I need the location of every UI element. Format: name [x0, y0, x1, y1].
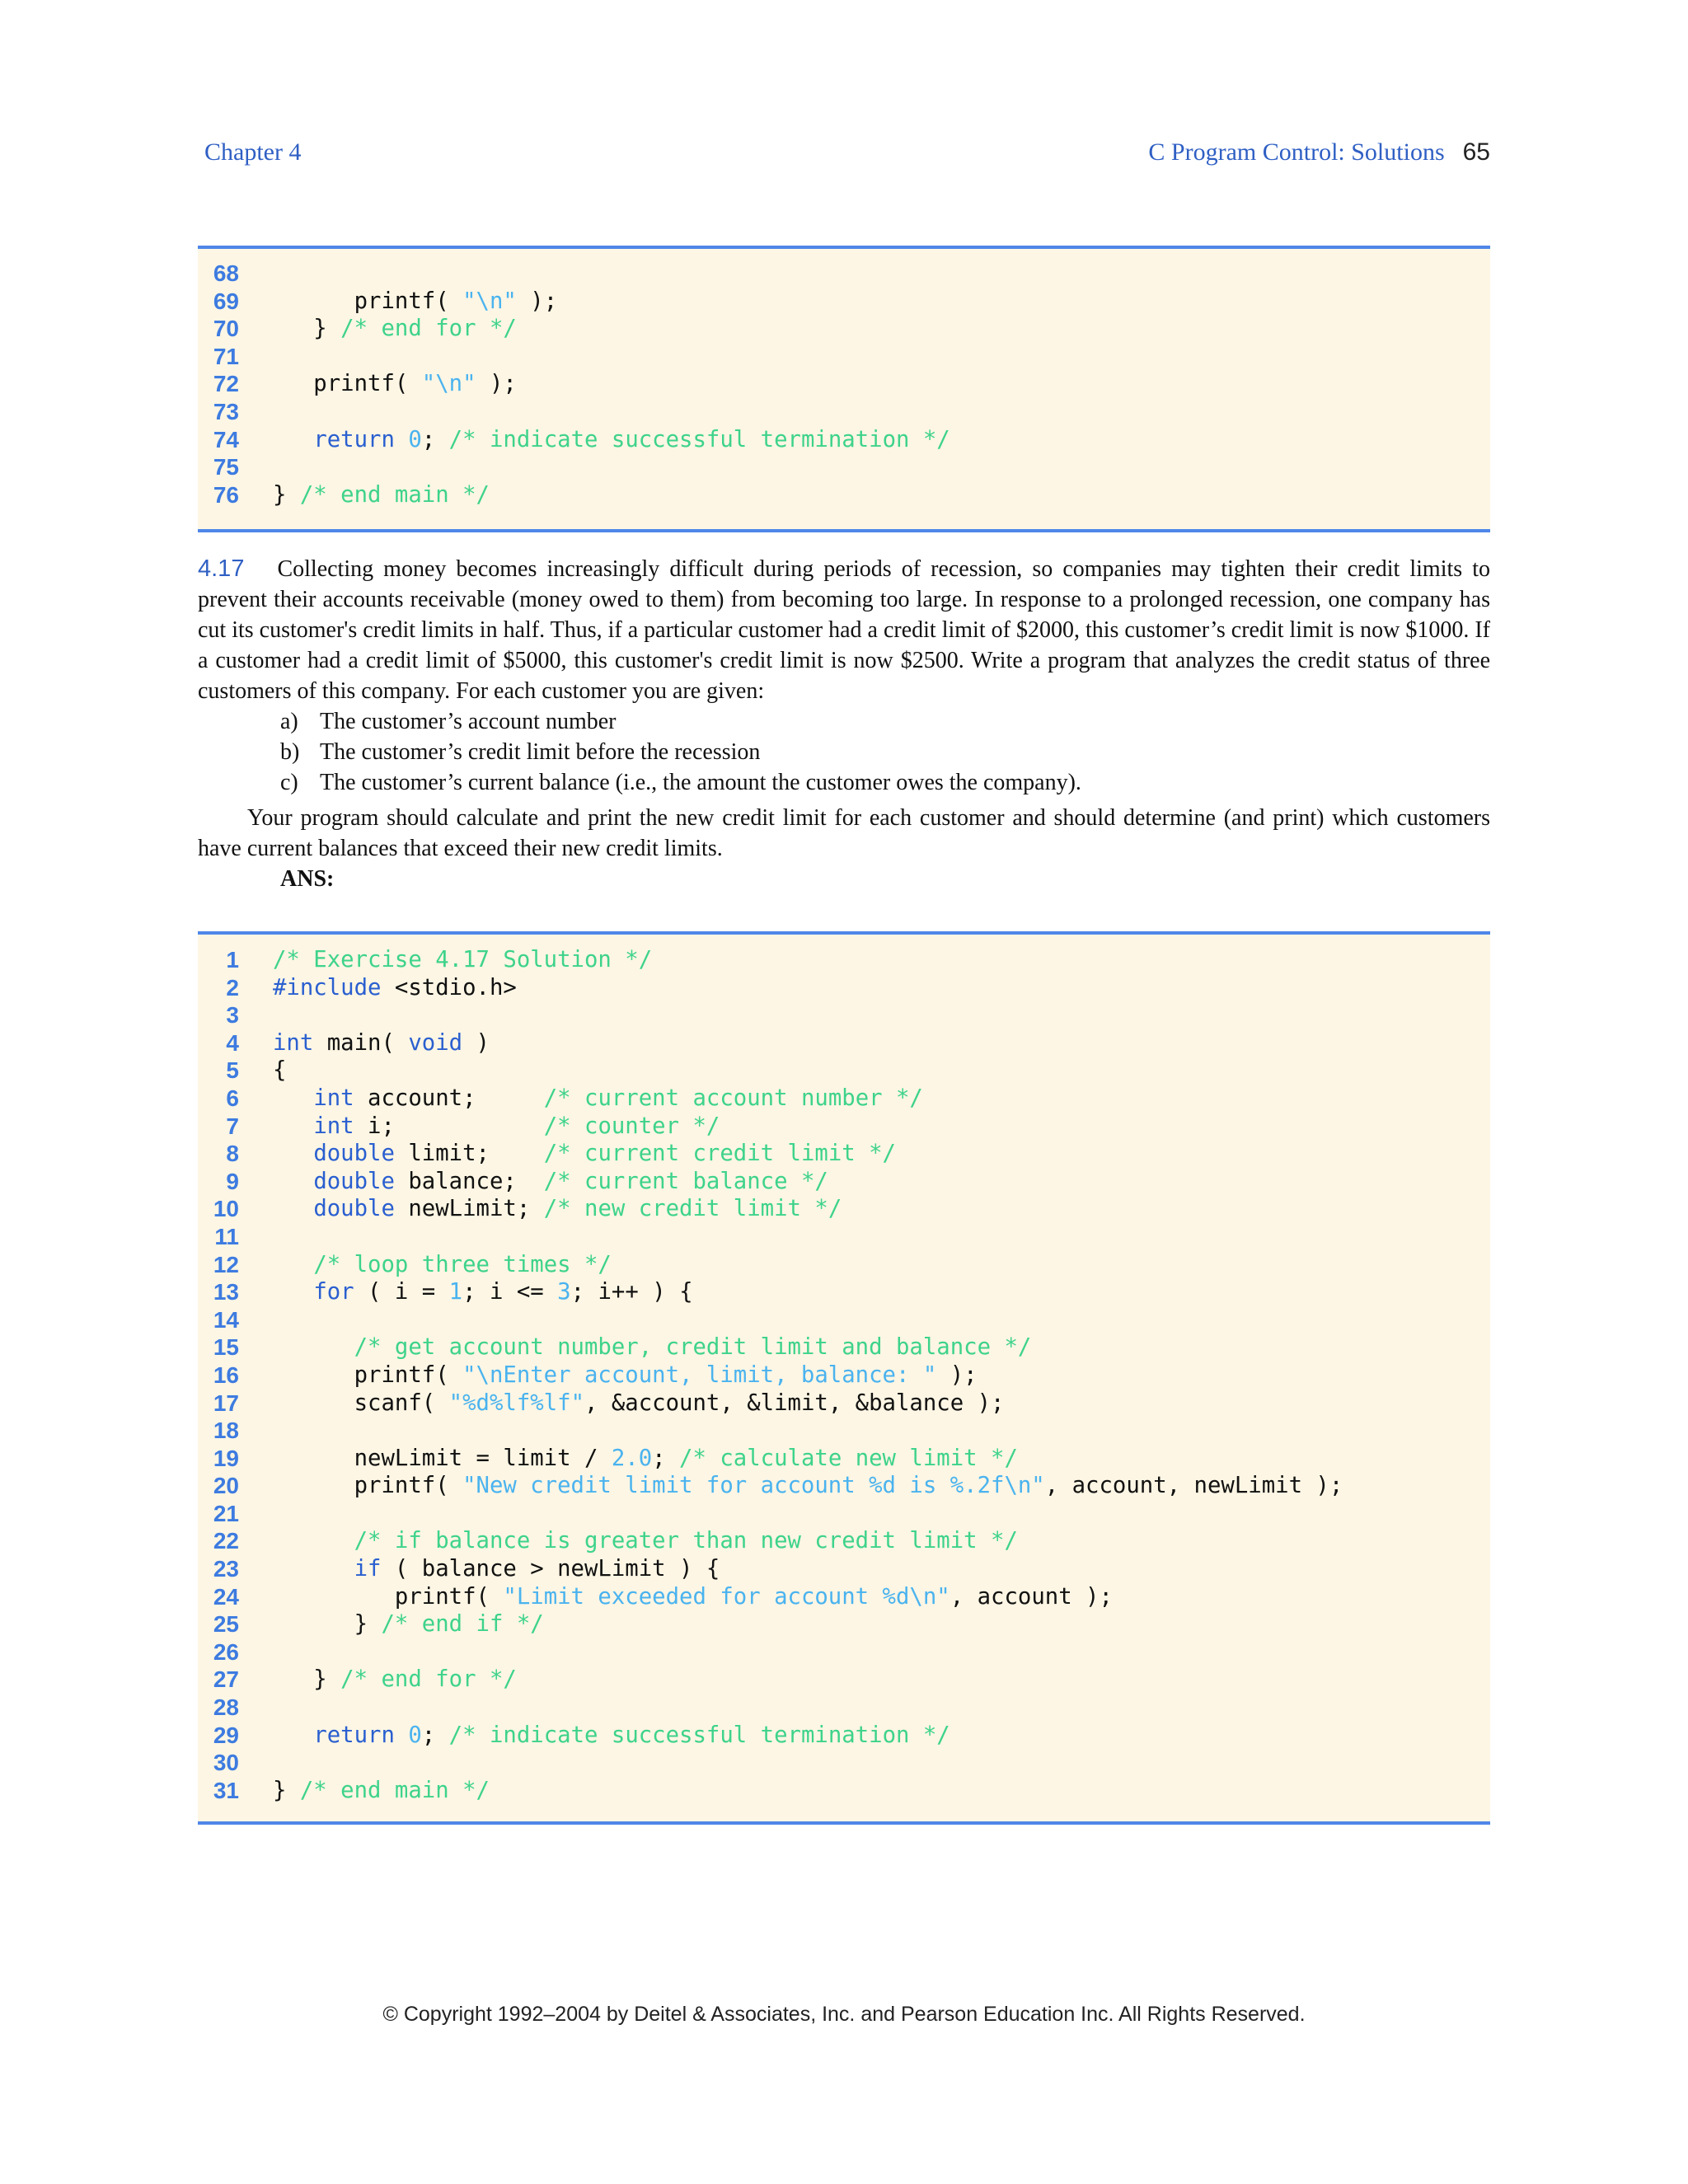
code-text — [273, 1666, 517, 1694]
code-text — [273, 1085, 923, 1113]
line-number: 11 — [214, 1223, 239, 1249]
code-string: "%d%lf%lf" — [448, 1390, 584, 1416]
code-line — [198, 1029, 1490, 1057]
code-token: } — [273, 316, 341, 342]
code-text — [273, 1583, 1113, 1611]
code-line — [198, 1168, 1490, 1196]
code-keyword: for — [313, 1279, 354, 1305]
code-text — [273, 946, 652, 974]
list-item-label: b) — [280, 739, 300, 765]
line-number: 3 — [226, 1002, 239, 1029]
list-item-label: c) — [280, 770, 298, 795]
code-comment: /* counter */ — [543, 1113, 720, 1139]
code-number: 1 — [448, 1279, 463, 1305]
line-number: 17 — [213, 1390, 239, 1416]
code-keyword: int — [313, 1085, 354, 1111]
code-comment: /* if balance is greater than new credit limit */ — [354, 1528, 1018, 1554]
code-token: , account, newLimit ); — [1044, 1473, 1343, 1499]
code-text — [273, 1472, 1343, 1500]
code-token: printf( — [273, 288, 463, 314]
list-item — [280, 706, 1490, 737]
code-text — [273, 1555, 720, 1583]
code-line — [198, 1278, 1490, 1306]
code-comment: /* end for */ — [340, 316, 517, 342]
code-text — [273, 1251, 612, 1279]
code-line — [198, 1057, 1490, 1085]
code-text — [273, 370, 517, 398]
code-number: 2.0 — [611, 1445, 653, 1471]
line-number: 16 — [213, 1361, 239, 1388]
code-line — [198, 1749, 1490, 1777]
code-listing-continued — [198, 246, 1490, 532]
code-token: ; — [421, 426, 449, 452]
list-item-text: The customer’s account number — [320, 709, 617, 734]
list-item-text: The customer’s current balance (i.e., the amount the customer owes the company). — [320, 770, 1081, 795]
code-comment: /* indicate successful termination */ — [448, 1722, 950, 1748]
code-string: "\n" — [421, 371, 476, 397]
code-keyword: int — [273, 1029, 314, 1056]
code-comment: /* get account number, credit limit and balance */ — [354, 1334, 1032, 1361]
code-line — [198, 1361, 1490, 1390]
code-text — [273, 288, 557, 316]
code-comment: /* calculate new limit */ — [679, 1445, 1018, 1471]
code-token — [273, 1334, 354, 1360]
code-text — [273, 1195, 842, 1223]
code-text — [273, 1168, 828, 1196]
given-items-list — [198, 706, 1490, 798]
code-line — [198, 1666, 1490, 1694]
line-number: 23 — [213, 1556, 239, 1582]
line-number: 71 — [213, 343, 239, 369]
code-line — [198, 1195, 1490, 1223]
code-line — [198, 1223, 1490, 1251]
chapter-label: Chapter 4 — [204, 138, 302, 166]
code-keyword: void — [408, 1029, 463, 1056]
line-number: 13 — [213, 1279, 239, 1305]
code-line — [198, 398, 1490, 426]
code-text — [273, 1113, 720, 1141]
line-number: 20 — [213, 1473, 239, 1499]
code-line — [198, 1251, 1490, 1279]
code-token: balance; — [394, 1168, 544, 1194]
code-keyword: double — [313, 1168, 395, 1194]
code-token: ; i <= — [462, 1279, 558, 1305]
code-token — [273, 1196, 313, 1221]
code-comment: /* end main */ — [299, 1777, 490, 1803]
code-comment: /* loop three times */ — [313, 1251, 612, 1277]
line-number: 76 — [213, 481, 239, 508]
code-keyword: return — [313, 1722, 395, 1748]
problem-closing: Your program should calculate and print the new credit limit for each customer and should determine (and print) which customers have current balances that exceed their new credit limits. — [198, 805, 1490, 861]
code-line — [198, 1722, 1490, 1750]
code-number: 0 — [408, 1722, 422, 1748]
code-string: "New credit limit for account %d is %.2f\n" — [462, 1473, 1045, 1499]
code-line — [198, 453, 1490, 481]
code-text — [273, 974, 517, 1002]
code-line — [198, 1638, 1490, 1666]
code-text — [273, 1361, 978, 1390]
line-number: 73 — [213, 398, 239, 424]
code-text — [273, 1777, 490, 1805]
code-token: ; — [652, 1445, 680, 1471]
code-line — [198, 1472, 1490, 1500]
code-comment: /* indicate successful termination */ — [448, 426, 950, 452]
code-token: printf( — [273, 1361, 463, 1388]
code-line — [198, 1583, 1490, 1611]
line-number: 1 — [226, 947, 239, 972]
code-comment: /* Exercise 4.17 Solution */ — [273, 947, 653, 972]
code-keyword: if — [354, 1556, 382, 1582]
code-token — [395, 427, 408, 452]
line-number: 18 — [213, 1418, 239, 1444]
line-number: 6 — [226, 1085, 239, 1111]
line-number: 75 — [213, 454, 239, 480]
code-string: "\n" — [462, 288, 517, 314]
line-number: 15 — [213, 1334, 239, 1361]
code-token — [273, 1113, 313, 1139]
code-text — [273, 1527, 1018, 1555]
code-token — [273, 1252, 313, 1277]
code-token — [395, 1722, 408, 1748]
line-number: 74 — [213, 426, 239, 452]
copyright-footer: © Copyright 1992–2004 by Deitel & Associates, Inc. and Pearson Education Inc. All Rights Reserved. — [382, 2003, 1306, 2026]
code-token: limit; — [394, 1141, 544, 1167]
line-number: 19 — [213, 1445, 239, 1471]
code-line — [198, 1417, 1490, 1445]
code-token: ); — [516, 288, 558, 314]
code-text — [273, 426, 950, 454]
list-item-text: The customer’s credit limit before the recession — [320, 739, 761, 765]
section-title: C Program Control: Solutions — [1148, 138, 1445, 166]
code-line — [198, 1085, 1490, 1113]
code-token: } — [273, 481, 300, 508]
code-token: , account ); — [950, 1583, 1113, 1610]
code-line — [198, 1694, 1490, 1722]
line-number: 72 — [213, 371, 239, 397]
code-token: printf( — [273, 1583, 504, 1610]
code-text — [273, 1722, 950, 1750]
code-token: ) — [462, 1029, 490, 1056]
exercise-number: 4.17 — [198, 555, 245, 582]
code-line — [198, 315, 1490, 343]
line-number: 24 — [213, 1583, 239, 1610]
line-number: 69 — [213, 288, 239, 314]
code-token: ; — [421, 1722, 449, 1748]
code-line — [198, 1140, 1490, 1168]
code-text — [273, 1610, 544, 1638]
code-token: printf( — [273, 371, 422, 397]
code-token: ( balance > newLimit ) { — [381, 1556, 720, 1582]
code-text — [273, 1029, 490, 1057]
code-text — [273, 315, 517, 343]
line-number: 29 — [213, 1722, 239, 1748]
list-item — [280, 737, 1490, 767]
code-token: scanf( — [273, 1390, 449, 1416]
line-number: 31 — [213, 1777, 239, 1803]
line-number: 22 — [213, 1528, 239, 1554]
code-keyword: int — [313, 1113, 354, 1139]
code-line — [198, 1777, 1490, 1805]
code-text — [273, 1445, 1018, 1473]
running-head — [204, 138, 1490, 180]
code-line — [198, 343, 1490, 371]
code-line — [198, 1445, 1490, 1473]
line-number: 10 — [213, 1196, 239, 1222]
list-item-label: a) — [280, 709, 298, 734]
line-number: 9 — [226, 1168, 239, 1194]
code-token: ); — [476, 371, 517, 397]
code-line — [198, 260, 1490, 288]
code-token: newLimit; — [394, 1196, 544, 1222]
code-keyword: double — [313, 1196, 395, 1222]
code-line — [198, 288, 1490, 316]
code-comment: /* new credit limit */ — [543, 1196, 842, 1222]
line-number: 7 — [226, 1113, 239, 1139]
code-token — [273, 427, 313, 452]
code-token: , &account, &limit, &balance ); — [584, 1390, 1005, 1416]
code-number: 3 — [557, 1279, 571, 1305]
code-line — [198, 481, 1490, 509]
code-token — [273, 1722, 313, 1748]
code-line — [198, 1527, 1490, 1555]
line-number: 68 — [213, 260, 239, 286]
line-number: 8 — [226, 1141, 239, 1167]
code-line — [198, 426, 1490, 454]
code-keyword: #include — [273, 974, 382, 1001]
code-comment: /* current credit limit */ — [543, 1141, 896, 1167]
code-token: <stdio.h> — [381, 974, 517, 1001]
code-line — [198, 1333, 1490, 1361]
line-number: 21 — [213, 1500, 239, 1526]
line-number: 70 — [213, 316, 239, 342]
code-text — [273, 1057, 286, 1085]
code-token — [273, 1141, 313, 1166]
page-number: 65 — [1462, 138, 1490, 166]
code-comment: /* current account number */ — [543, 1085, 923, 1111]
code-listing-solution — [198, 931, 1490, 1825]
code-token: printf( — [273, 1473, 463, 1499]
line-number: 2 — [226, 974, 239, 1001]
code-line — [198, 1555, 1490, 1583]
code-text — [273, 1140, 896, 1168]
code-token: } — [273, 1611, 382, 1638]
line-number: 28 — [213, 1694, 239, 1721]
code-keyword: double — [313, 1141, 395, 1167]
list-item — [280, 767, 1490, 798]
code-token: ); — [936, 1361, 978, 1388]
code-line — [198, 1610, 1490, 1638]
code-token: } — [273, 1777, 300, 1803]
code-comment: /* end main */ — [299, 481, 490, 508]
code-token: ( i = — [354, 1279, 449, 1305]
code-token: newLimit = limit / — [273, 1445, 612, 1471]
problem-intro-text: Collecting money becomes increasingly difficult during periods of recession, so companies may tighten their credit limits to prevent their accounts receivable (money owed to them) from becoming too large. In response to a prolonged recession, one company has cut its customer's credit limits in half. Thus, if a particular customer had a credit limit of $2000, this customer’s credit limit is now $1000. If a customer had a credit limit of $5000, this customer's credit limit is now $2500. Write a program that analyzes the credit status of three customers of this company. For each customer you are given: — [198, 556, 1490, 704]
code-token — [273, 1085, 313, 1111]
code-text — [273, 1390, 1004, 1418]
line-number: 14 — [213, 1306, 239, 1333]
code-token — [273, 1528, 354, 1554]
answer-label: ANS: — [280, 866, 335, 892]
line-number: 30 — [213, 1750, 239, 1776]
code-token: main( — [313, 1029, 409, 1056]
code-token: i; — [354, 1113, 544, 1139]
code-token: ; i++ ) { — [570, 1279, 693, 1305]
code-line — [198, 1390, 1490, 1418]
code-line — [198, 946, 1490, 974]
code-comment: /* current balance */ — [543, 1168, 828, 1194]
line-number: 27 — [213, 1666, 239, 1693]
line-number: 12 — [213, 1251, 239, 1277]
line-number: 26 — [213, 1638, 239, 1665]
code-token: } — [273, 1666, 341, 1693]
code-line — [198, 370, 1490, 398]
code-token — [273, 1556, 354, 1582]
code-line — [198, 1001, 1490, 1029]
line-number: 25 — [213, 1611, 239, 1638]
code-token — [273, 1279, 313, 1305]
code-token — [273, 1169, 313, 1194]
code-line — [198, 1306, 1490, 1334]
code-token: { — [273, 1057, 287, 1084]
code-line — [198, 1500, 1490, 1528]
section-title-and-page — [1148, 138, 1490, 166]
line-number: 4 — [226, 1029, 239, 1056]
code-line — [198, 1113, 1490, 1141]
code-text — [273, 1333, 1031, 1361]
code-keyword: return — [313, 426, 395, 452]
code-string: "\nEnter account, limit, balance: " — [462, 1361, 937, 1388]
code-comment: /* end if */ — [381, 1611, 544, 1638]
exercise-problem — [198, 554, 1490, 894]
code-text — [273, 481, 490, 509]
code-text — [273, 1278, 693, 1306]
line-number: 5 — [226, 1057, 239, 1084]
code-string: "Limit exceeded for account %d\n" — [503, 1583, 950, 1610]
code-number: 0 — [408, 426, 422, 452]
code-line — [198, 974, 1490, 1002]
code-comment: /* end for */ — [340, 1666, 517, 1693]
problem-intro — [198, 554, 1490, 706]
code-token: account; — [354, 1085, 544, 1111]
